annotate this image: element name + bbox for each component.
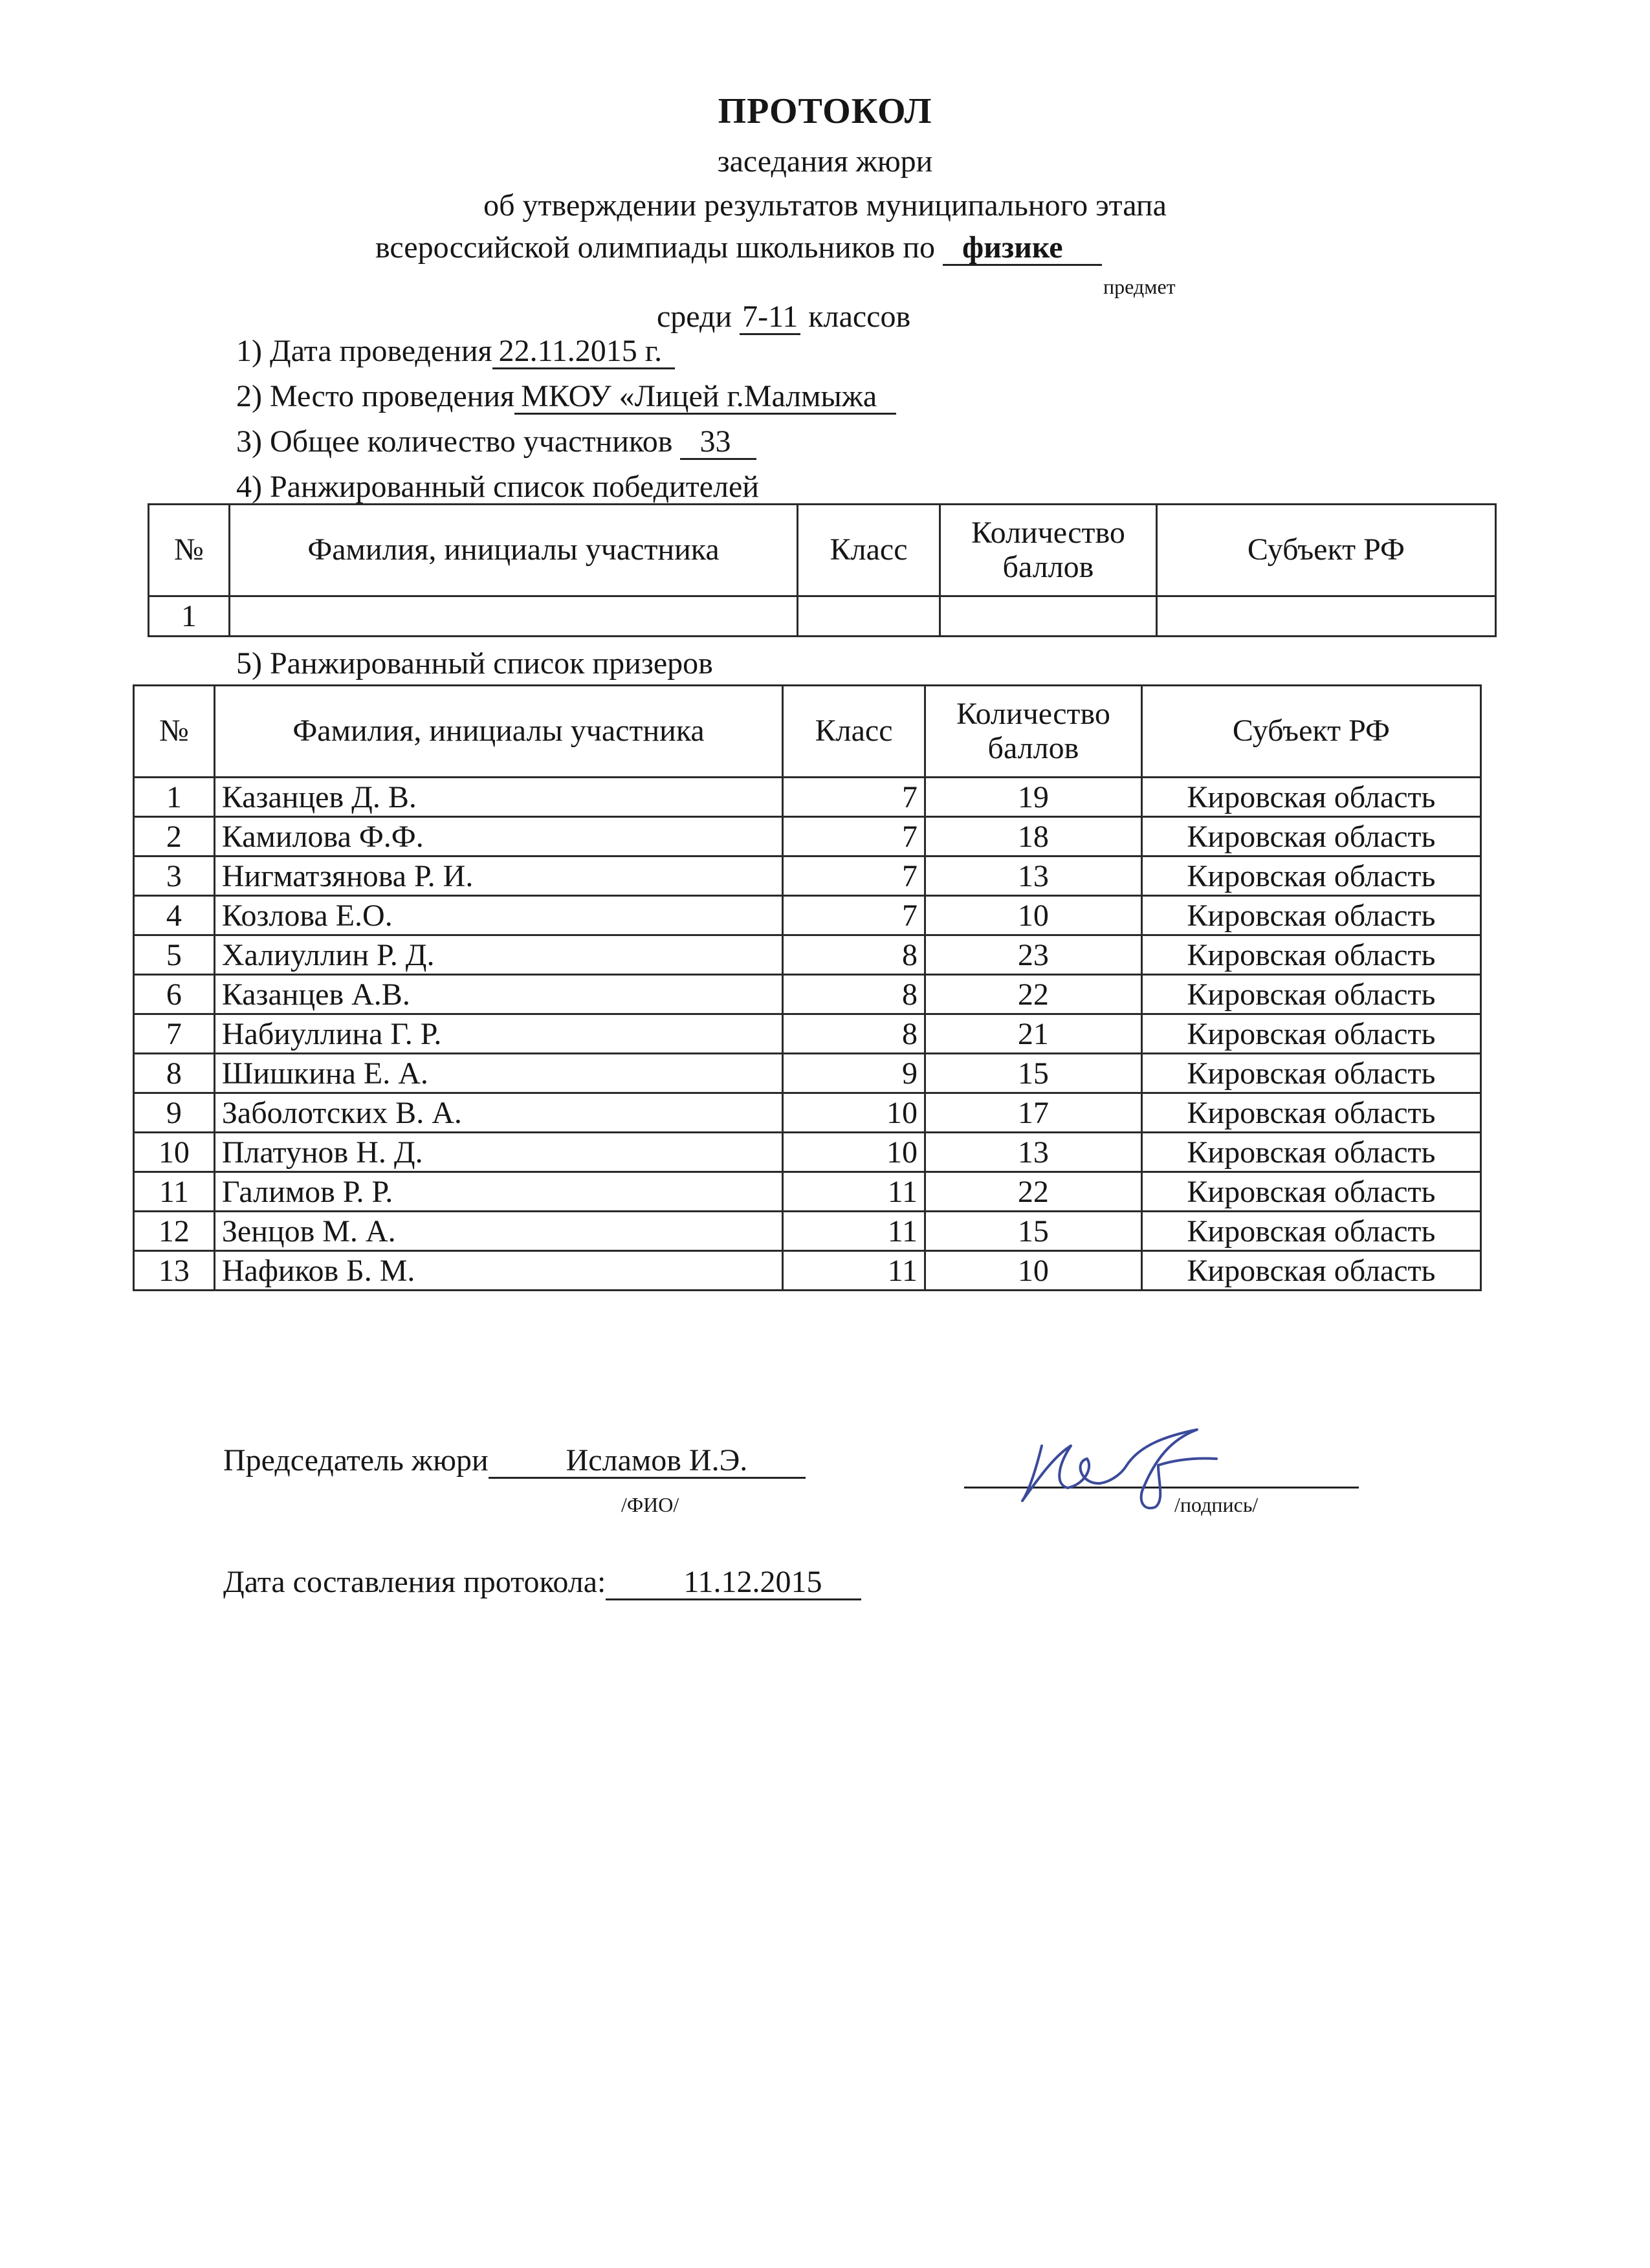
participant-name: Заболотских В. А. (214, 1093, 782, 1133)
participant-score: 21 (925, 1014, 1142, 1054)
col-score-header: Количество баллов (925, 686, 1142, 778)
participant-name: Казанцев Д. В. (214, 778, 782, 817)
participant-score: 10 (925, 896, 1142, 935)
table-row (134, 935, 1481, 975)
participant-name: Казанцев А.В. (214, 975, 782, 1014)
chair-name: Исламов И.Э. (489, 1445, 806, 1479)
participant-score: 17 (925, 1093, 1142, 1133)
row-number: 11 (134, 1172, 215, 1212)
participant-name: Зенцов М. А. (214, 1212, 782, 1251)
subject-caption: предмет (1103, 275, 1176, 298)
participant-score: 10 (925, 1251, 1142, 1291)
participant-score: 18 (925, 817, 1142, 856)
participant-grade: 7 (783, 896, 925, 935)
col-name-header: Фамилия, инициалы участника (229, 505, 797, 596)
participant-name: Нигматзянова Р. И. (214, 856, 782, 896)
participant-region: Кировская область (1141, 817, 1480, 856)
place-value: МКОУ «Лицей г.Малмыжа (514, 380, 896, 415)
title-line-3 (375, 230, 1102, 266)
col-num-header: № (149, 505, 230, 596)
participant-region: Кировская область (1141, 1093, 1480, 1133)
row-number: 8 (134, 1054, 215, 1093)
date-value: 22.11.2015 г. (492, 335, 676, 369)
col-score-header: Количество баллов (940, 505, 1157, 596)
participant-region: Кировская область (1141, 1014, 1480, 1054)
table-row (134, 975, 1481, 1014)
prizewinners-table (133, 684, 1482, 1291)
place-item (236, 378, 896, 415)
row-number: 13 (134, 1251, 215, 1291)
row-number: 4 (134, 896, 215, 935)
participant-name: Халиуллин Р. Д. (214, 935, 782, 975)
grades-suffix: классов (808, 300, 911, 334)
participant-grade: 11 (783, 1172, 925, 1212)
table-row (134, 1054, 1481, 1093)
row-number: 7 (134, 1014, 215, 1054)
table-row (134, 817, 1481, 856)
participant-region: Кировская область (1141, 1133, 1480, 1172)
participant-region: Кировская область (1141, 975, 1480, 1014)
row-number: 10 (134, 1133, 215, 1172)
table-row (134, 1093, 1481, 1133)
table-row (134, 1014, 1481, 1054)
row-number: 1 (134, 778, 215, 817)
row-number: 1 (149, 596, 230, 637)
place-label: 2) Место проведения (236, 379, 515, 413)
chair-line (223, 1443, 806, 1479)
participant-region: Кировская область (1141, 935, 1480, 975)
date-label: 1) Дата проведения (236, 334, 492, 368)
participant-name: Козлова Е.О. (214, 896, 782, 935)
row-number: 2 (134, 817, 215, 856)
date-item (236, 333, 675, 369)
participant-region: Кировская область (1141, 778, 1480, 817)
participant-region: Кировская область (1141, 1172, 1480, 1212)
participant-score: 19 (925, 778, 1142, 817)
participant-grade: 10 (783, 1093, 925, 1133)
col-grade-header: Класс (783, 686, 925, 778)
table-row (149, 596, 1496, 637)
participant-name: Камилова Ф.Ф. (214, 817, 782, 856)
count-label: 3) Общее количество участников (236, 424, 673, 459)
row-number: 5 (134, 935, 215, 975)
participant-grade: 8 (783, 975, 925, 1014)
participant-grade: 11 (783, 1251, 925, 1291)
participant-name: Галимов Р. Р. (214, 1172, 782, 1212)
title-line-3-prefix: всероссийской олимпиады школьников по (375, 230, 936, 265)
participant-name: Шишкина Е. А. (214, 1054, 782, 1093)
table-row (134, 1212, 1481, 1251)
participant-score: 15 (925, 1212, 1142, 1251)
chair-label: Председатель жюри (223, 1443, 489, 1477)
participant-name (229, 596, 797, 637)
table-row (134, 1251, 1481, 1291)
participant-region (1156, 596, 1495, 637)
participant-grade: 8 (783, 1014, 925, 1054)
row-number: 3 (134, 856, 215, 896)
participant-grade: 7 (783, 817, 925, 856)
participant-grade: 8 (783, 935, 925, 975)
subject-value: физике (943, 232, 1102, 266)
grades-value: 7-11 (740, 301, 800, 335)
participant-region: Кировская область (1141, 896, 1480, 935)
row-number: 6 (134, 975, 215, 1014)
participant-name: Платунов Н. Д. (214, 1133, 782, 1172)
participant-name: Набиуллина Г. Р. (214, 1014, 782, 1054)
winners-table (148, 503, 1497, 637)
participant-grade: 7 (783, 778, 925, 817)
participant-score: 15 (925, 1054, 1142, 1093)
title-line-2: об утверждении результатов муниципального этапа (483, 188, 1167, 223)
participant-name: Нафиков Б. М. (214, 1251, 782, 1291)
row-number: 9 (134, 1093, 215, 1133)
participant-score: 23 (925, 935, 1142, 975)
participant-score: 22 (925, 1172, 1142, 1212)
col-region-header: Субъект РФ (1141, 686, 1480, 778)
participant-score: 13 (925, 1133, 1142, 1172)
table-row (134, 778, 1481, 817)
col-region-header: Субъект РФ (1156, 505, 1495, 596)
participant-region: Кировская область (1141, 1251, 1480, 1291)
participant-score: 22 (925, 975, 1142, 1014)
participant-score: 13 (925, 856, 1142, 896)
table-row (134, 1133, 1481, 1172)
participant-grade (798, 596, 940, 637)
participant-score (940, 596, 1157, 637)
grades-line (657, 299, 910, 335)
protocol-date-line (223, 1564, 861, 1600)
grades-prefix: среди (657, 300, 732, 334)
row-number: 12 (134, 1212, 215, 1251)
document-title: ПРОТОКОЛ (718, 91, 932, 131)
participant-grade: 7 (783, 856, 925, 896)
table-row (134, 1172, 1481, 1212)
protocol-date-label: Дата составления протокола: (223, 1565, 606, 1599)
table-row (134, 856, 1481, 896)
participant-region: Кировская область (1141, 1054, 1480, 1093)
participant-grade: 11 (783, 1212, 925, 1251)
col-num-header: № (134, 686, 215, 778)
protocol-date-value: 11.12.2015 (606, 1566, 861, 1600)
fio-caption: /ФИО/ (621, 1493, 679, 1516)
col-name-header: Фамилия, инициалы участника (214, 686, 782, 778)
prizewinners-heading: 5) Ранжированный список призеров (236, 646, 713, 681)
signature-caption: /подпись/ (1174, 1493, 1259, 1516)
participant-grade: 10 (783, 1133, 925, 1172)
winners-heading: 4) Ранжированный список победителей (236, 470, 759, 504)
count-item (236, 424, 756, 460)
participant-region: Кировская область (1141, 1212, 1480, 1251)
count-value: 33 (680, 426, 756, 460)
participant-region: Кировская область (1141, 856, 1480, 896)
participant-grade: 9 (783, 1054, 925, 1093)
title-line-1: заседания жюри (717, 144, 933, 179)
table-row (134, 896, 1481, 935)
col-grade-header: Класс (798, 505, 940, 596)
